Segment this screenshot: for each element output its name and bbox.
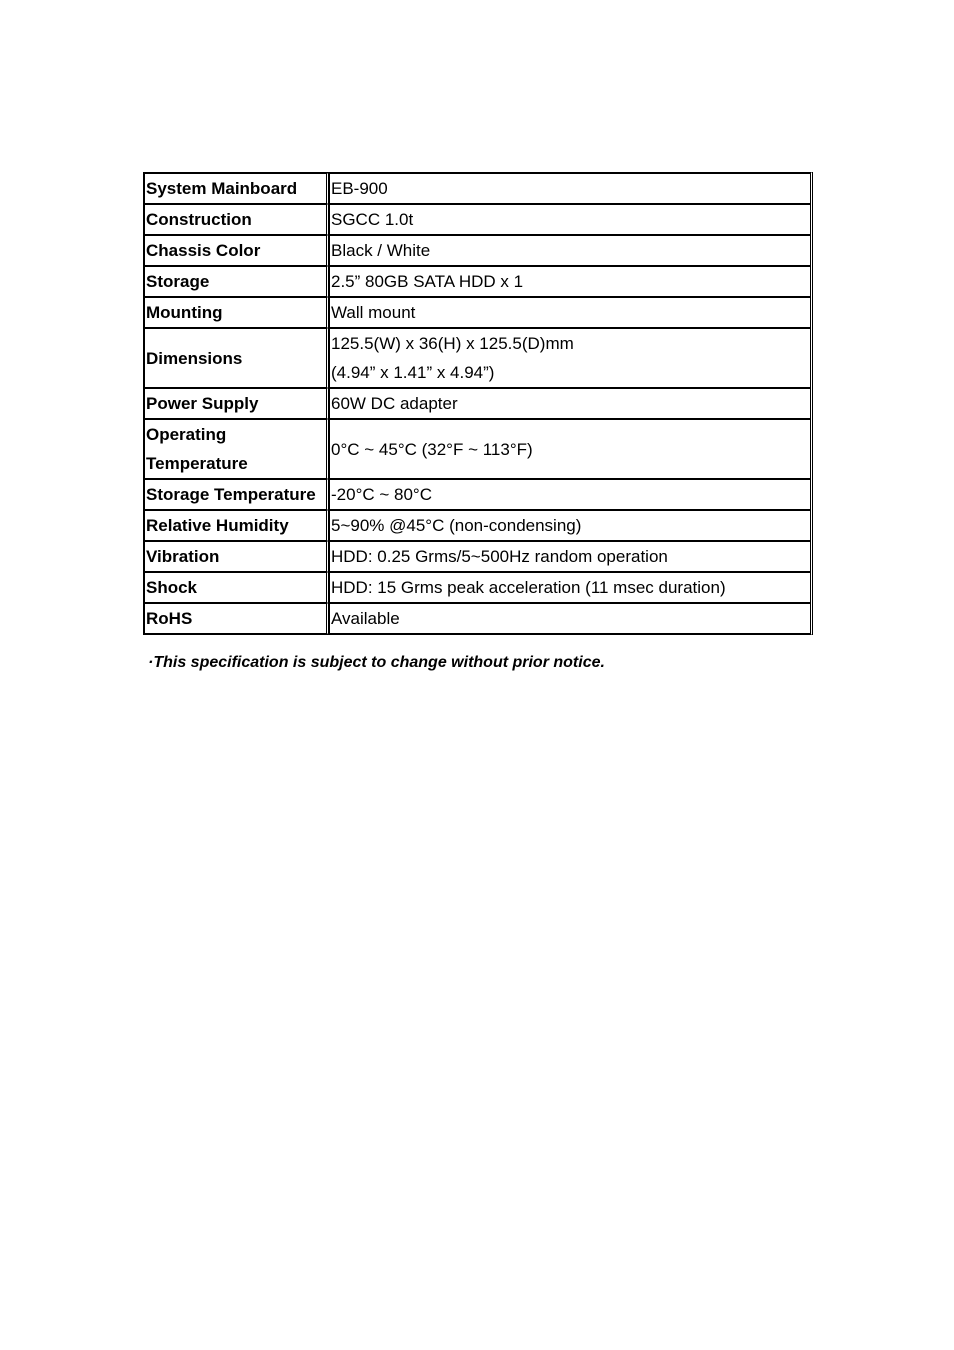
- spec-label-cell: [144, 572, 329, 603]
- spec-label: Power Supply: [146, 394, 259, 413]
- spec-label-cell: [144, 479, 329, 510]
- spec-label-cell: [144, 541, 329, 572]
- spec-row: [144, 603, 810, 634]
- spec-label: RoHS: [146, 609, 193, 628]
- spec-label-cell: [144, 419, 329, 479]
- spec-label-cell: [144, 603, 329, 634]
- spec-row: [144, 266, 810, 297]
- spec-label: Operating: [146, 425, 227, 444]
- spec-value-cell: [329, 603, 810, 634]
- spec-value: 0°C ~ 45°C (32°F ~ 113°F): [331, 439, 533, 459]
- spec-row: [144, 388, 810, 419]
- spec-value: EB-900: [331, 179, 388, 198]
- spec-row: [144, 572, 810, 603]
- spec-value: HDD: 15 Grms peak acceleration (11 msec duration): [331, 578, 726, 597]
- spec-label-cell: [144, 266, 329, 297]
- spec-value: 2.5” 80GB SATA HDD x 1: [331, 272, 524, 291]
- spec-value: SGCC 1.0t: [331, 210, 414, 229]
- spec-value: -20°C ~ 80°C: [331, 485, 433, 504]
- spec-row: [144, 297, 810, 328]
- spec-label: Storage: [146, 272, 210, 291]
- spec-label-cell: [144, 328, 329, 388]
- footnote: ·This specification is subject to change without prior notice.: [148, 654, 605, 671]
- spec-label-cell: [144, 388, 329, 419]
- spec-value: Available: [331, 609, 400, 628]
- spec-table: [143, 172, 813, 635]
- spec-value-cell: [329, 297, 810, 328]
- spec-row: [144, 328, 810, 388]
- spec-label: Temperature: [146, 454, 248, 473]
- spec-value: Wall mount: [331, 303, 416, 322]
- spec-label-cell: [144, 204, 329, 235]
- spec-row: [144, 173, 810, 204]
- spec-label-cell: [144, 297, 329, 328]
- spec-label: Storage Temperature: [146, 485, 316, 504]
- spec-value-cell: [329, 510, 810, 541]
- spec-value: HDD: 0.25 Grms/5~500Hz random operation: [331, 547, 668, 566]
- spec-value: 125.5(W) x 36(H) x 125.5(D)mm: [331, 334, 574, 353]
- spec-label: Relative Humidity: [146, 516, 289, 535]
- spec-row: [144, 419, 810, 479]
- spec-table-body: [144, 173, 810, 634]
- spec-label: Dimensions: [146, 348, 243, 368]
- spec-row: [144, 541, 810, 572]
- spec-row: [144, 235, 810, 266]
- spec-label-cell: [144, 510, 329, 541]
- spec-value-cell: [329, 572, 810, 603]
- spec-label-cell: [144, 173, 329, 204]
- spec-row: [144, 204, 810, 235]
- spec-value-cell: [329, 204, 810, 235]
- spec-value-cell: [329, 541, 810, 572]
- spec-value: 5~90% @45°C (non-condensing): [331, 516, 582, 535]
- spec-row: [144, 510, 810, 541]
- spec-label: Construction: [146, 210, 252, 229]
- spec-value-cell: [329, 266, 810, 297]
- spec-label: Chassis Color: [146, 241, 261, 260]
- spec-value-cell: [329, 419, 810, 479]
- spec-value-cell: [329, 173, 810, 204]
- spec-label-cell: [144, 235, 329, 266]
- spec-label: System Mainboard: [146, 179, 298, 198]
- spec-value-cell: [329, 235, 810, 266]
- spec-value: 60W DC adapter: [331, 394, 458, 413]
- spec-label: Shock: [146, 578, 198, 597]
- spec-value-cell: [329, 388, 810, 419]
- spec-row: [144, 479, 810, 510]
- spec-value: Black / White: [331, 241, 431, 260]
- spec-value-cell: [329, 328, 810, 388]
- spec-value-cell: [329, 479, 810, 510]
- spec-label: Vibration: [146, 547, 220, 566]
- spec-value: (4.94” x 1.41” x 4.94”): [331, 363, 495, 382]
- spec-label: Mounting: [146, 303, 223, 322]
